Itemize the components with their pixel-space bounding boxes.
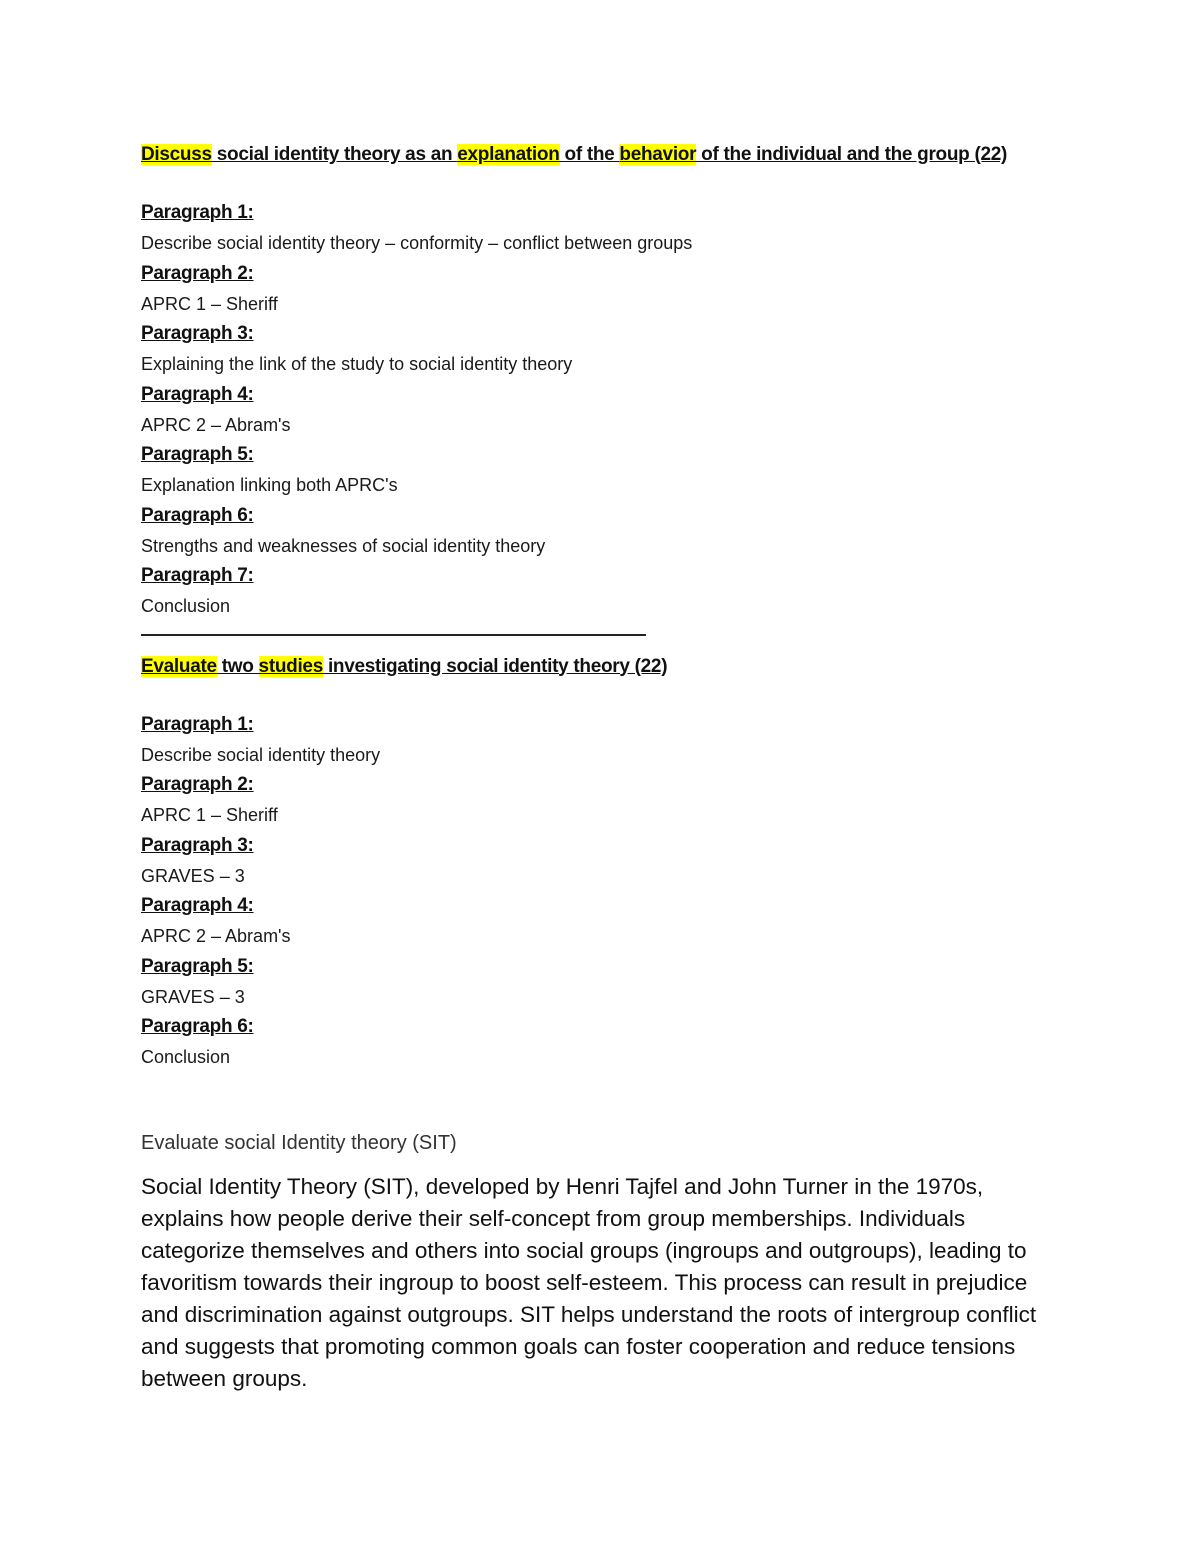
spacer: [141, 172, 1061, 198]
paragraph-description: Strengths and weaknesses of social identity theory: [141, 535, 546, 556]
paragraph-description: APRC 1 – Sheriff: [141, 805, 278, 825]
section1-heading-part: of the: [559, 144, 620, 165]
paragraph-description: Explanation linking both APRC's: [141, 475, 398, 495]
paragraph-description: APRC 2 – Abram's: [141, 414, 291, 435]
section1-heading: [141, 138, 1061, 172]
paragraph-label: Paragraph 3:: [141, 323, 254, 344]
section2-heading-part: Evaluate: [141, 655, 217, 677]
paragraph-description: APRC 1 – Sheriff: [141, 293, 278, 314]
paragraph-label: Paragraph 4:: [141, 383, 254, 405]
paragraph-label: Paragraph 5:: [141, 444, 254, 465]
section1-outline: [141, 198, 1061, 622]
section1-heading-part: of the individual and the group (22): [696, 144, 1008, 165]
paragraph-label: Paragraph 7:: [141, 565, 254, 586]
paragraph-description: APRC 2 – Abram's: [141, 926, 291, 946]
spacer: [141, 684, 1061, 710]
spacer: [141, 1073, 1061, 1127]
section2-outline: [141, 710, 1061, 1073]
essay-body: Social Identity Theory (SIT), developed by Henri Tajfel and John Turner in the 1970s, explains how people derive their self-concept from group memberships. Individuals categorize themselves and others into social groups (ingroups and outgroups), leading to favoritism towards their ingroup to boost self-esteem. This process can result in prejudice and discrimination against outgroups. SIT helps understand the roots of intergroup conflict and suggests that promoting common goals can foster cooperation and reduce tensions between groups.: [141, 1173, 1037, 1391]
paragraph-label: Paragraph 6:: [141, 504, 254, 526]
paragraph-description: GRAVES – 3: [141, 986, 245, 1007]
paragraph-description: GRAVES – 3: [141, 865, 245, 886]
paragraph-label: Paragraph 4:: [141, 895, 254, 916]
paragraph-label: Paragraph 3:: [141, 834, 254, 856]
paragraph-label: Paragraph 5:: [141, 955, 254, 977]
section1-heading-part: social identity theory as an: [211, 144, 458, 165]
paragraph-label: Paragraph 1:: [141, 202, 254, 223]
paragraph-description: Describe social identity theory – conformity – conflict between groups: [141, 233, 693, 253]
paragraph-description: Conclusion: [141, 1047, 231, 1067]
document-content: [141, 138, 1061, 1395]
paragraph-label: Paragraph 2:: [141, 774, 254, 795]
essay-title: Evaluate social Identity theory (SIT): [141, 1131, 457, 1154]
section2-heading-part: studies: [258, 655, 323, 677]
section2-heading-part: investigating social identity theory (22): [322, 655, 668, 677]
spacer: [141, 1159, 1061, 1171]
section1-heading-part: behavior: [619, 144, 697, 165]
paragraph-description: Describe social identity theory: [141, 744, 381, 765]
paragraph-description: Conclusion: [141, 596, 231, 616]
section2-heading-part: two: [216, 655, 259, 677]
paragraph-label: Paragraph 1:: [141, 713, 254, 735]
paragraph-label: Paragraph 6:: [141, 1016, 254, 1037]
horizontal-rule: [141, 622, 646, 650]
section1-heading-part: Discuss: [141, 144, 212, 165]
section2-heading: [141, 650, 1061, 684]
paragraph-label: Paragraph 2:: [141, 262, 254, 284]
section1-heading-part: explanation: [457, 144, 560, 165]
paragraph-description: Explaining the link of the study to social identity theory: [141, 354, 573, 374]
